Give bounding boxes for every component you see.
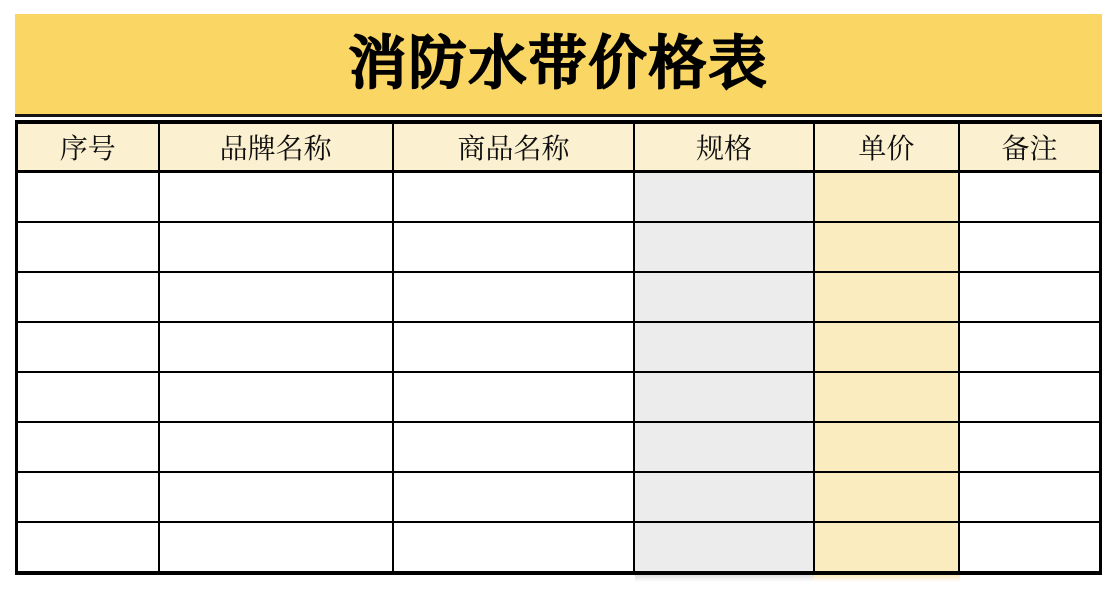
table-area <box>15 120 1102 575</box>
cell-product <box>393 522 635 573</box>
price-column-shadow <box>814 575 960 582</box>
cell-spec <box>634 472 813 522</box>
cell-index <box>17 322 159 372</box>
cell-product <box>393 172 635 223</box>
cell-brand <box>159 372 393 422</box>
table-row <box>17 372 1101 422</box>
cell-note <box>959 522 1101 573</box>
table-row <box>17 522 1101 573</box>
price-table <box>15 120 1102 575</box>
column-header-note: 备注 <box>959 122 1101 172</box>
cell-index <box>17 422 159 472</box>
cell-note <box>959 422 1101 472</box>
table-row <box>17 222 1101 272</box>
cell-spec <box>634 322 813 372</box>
cell-brand <box>159 472 393 522</box>
cell-spec <box>634 222 813 272</box>
cell-index <box>17 522 159 573</box>
table-row <box>17 172 1101 223</box>
cell-product <box>393 422 635 472</box>
cell-price <box>814 422 959 472</box>
cell-price <box>814 472 959 522</box>
cell-index <box>17 272 159 322</box>
cell-note <box>959 322 1101 372</box>
title-banner <box>15 14 1102 117</box>
cell-spec <box>634 522 813 573</box>
cell-product <box>393 222 635 272</box>
cell-brand <box>159 272 393 322</box>
cell-brand <box>159 172 393 223</box>
cell-index <box>17 172 159 223</box>
cell-note <box>959 472 1101 522</box>
cell-product <box>393 372 635 422</box>
table-row <box>17 322 1101 372</box>
cell-price <box>814 522 959 573</box>
cell-spec <box>634 172 813 223</box>
cell-note <box>959 222 1101 272</box>
cell-spec <box>634 422 813 472</box>
cell-price <box>814 372 959 422</box>
cell-spec <box>634 372 813 422</box>
cell-index <box>17 222 159 272</box>
cell-price <box>814 322 959 372</box>
table-row <box>17 422 1101 472</box>
page-title: 消防水带价格表 <box>348 31 769 96</box>
cell-note <box>959 172 1101 223</box>
column-header-price: 单价 <box>814 122 959 172</box>
spec-column-shadow <box>635 575 815 582</box>
cell-index <box>17 472 159 522</box>
table-row <box>17 272 1101 322</box>
cell-note <box>959 372 1101 422</box>
table-row <box>17 472 1101 522</box>
cell-price <box>814 172 959 223</box>
column-header-product: 商品名称 <box>393 122 635 172</box>
cell-brand <box>159 522 393 573</box>
column-header-brand: 品牌名称 <box>159 122 393 172</box>
cell-index <box>17 372 159 422</box>
cell-product <box>393 322 635 372</box>
cell-price <box>814 272 959 322</box>
table-body <box>17 172 1101 574</box>
cell-brand <box>159 322 393 372</box>
cell-product <box>393 272 635 322</box>
cell-brand <box>159 222 393 272</box>
cell-brand <box>159 422 393 472</box>
cell-spec <box>634 272 813 322</box>
header-row <box>17 122 1101 172</box>
cell-product <box>393 472 635 522</box>
cell-note <box>959 272 1101 322</box>
column-header-spec: 规格 <box>634 122 813 172</box>
column-header-index: 序号 <box>17 122 159 172</box>
cell-price <box>814 222 959 272</box>
